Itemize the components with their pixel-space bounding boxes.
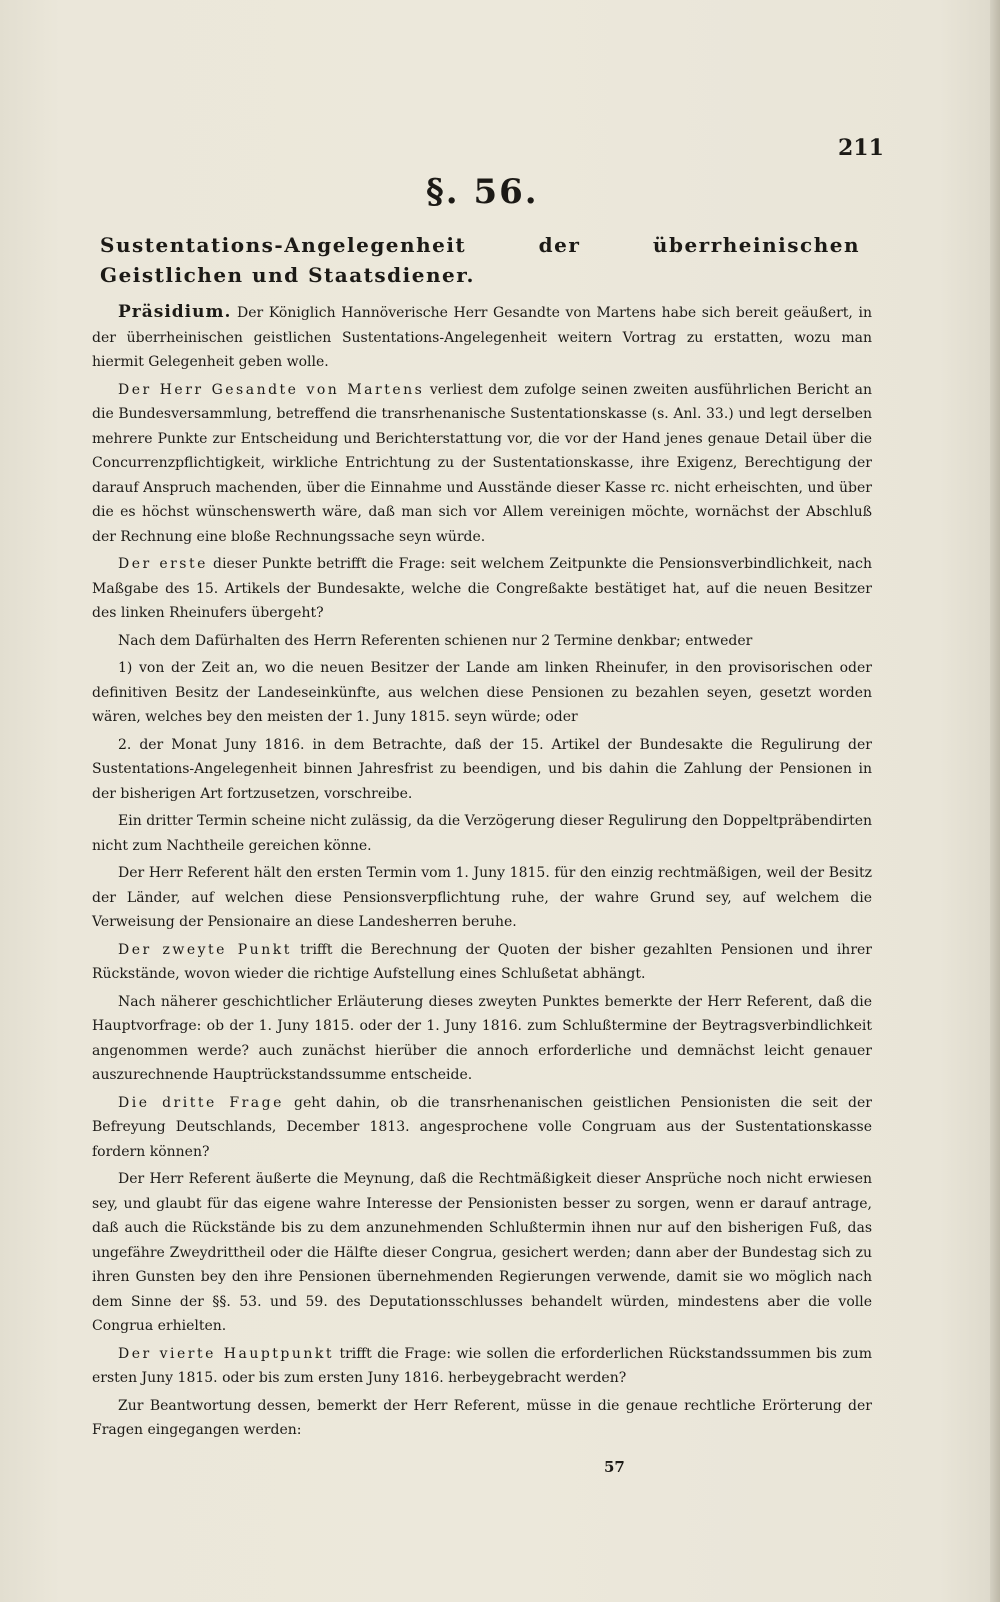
paragraph	[92, 378, 872, 550]
paragraph: Der Herr Referent äußerte die Meynung, daß die Rechtmäßigkeit dieser Ansprüche noch nicht erwiesen sey, und glaubt für das eigene wahre Interesse der Pensionisten besser zu sorgen, wenn er darauf antrage, daß auch die Rückstände bis zu dem anzunehmenden Schlußtermin ihnen nur auf den bisherigen Fuß, das ungefähre Zweydrittheil oder die Hälfte dieser Congrua, gesichert werden; dann aber der Bundestag sich zu ihren Gunsten bey den ihre Pensionen übernehmenden Regierungen verwende, damit sie wo möglich nach dem Sinne der §§. 53. und 59. des Deputationsschlusses behandelt würden, mindestens aber die volle Congrua erhielten.	[92, 1171, 872, 1334]
paragraph	[92, 552, 872, 626]
paragraph-lead: Der Herr Gesandte von Martens	[118, 381, 425, 398]
paragraph	[92, 938, 872, 987]
paragraph-text: geht dahin, ob die transrhenanischen geistlichen Pensionisten die seit der Befreyung Deutschlands, December 1813. angesprochene volle Congruam aus der Sustentationskasse fordern können?	[92, 1094, 872, 1160]
paragraph-text: trifft die Frage: wie sollen die erforderlichen Rückstandssummen bis zum ersten Juny 1815. oder bis zum ersten Juny 1816. herbeygebracht werden?	[92, 1345, 872, 1386]
page-number: 211	[838, 135, 884, 161]
paragraph-text: trifft die Berechnung der Quoten der bisher gezahlten Pensionen und ihrer Rückstände, wovon wieder die richtige Aufstellung eines Schlußetat abhängt.	[92, 941, 872, 982]
paragraph	[92, 1091, 872, 1165]
paragraph-lead: Der erste	[118, 556, 208, 572]
paragraph: 2. der Monat Juny 1816. in dem Betrachte, daß der 15. Artikel der Bundesakte die Regulirung der Sustentations-Angelegenheit binnen Jahresfrist zu beendigen, und bis dahin die Zahlung der Pensionen in der bisherigen Art fortzusetzen, vorschreibe.	[92, 736, 872, 802]
paragraph: Zur Beantwortung dessen, bemerkt der Herr Referent, müsse in die genaue rechtliche Erörterung der Fragen eingegangen werden:	[92, 1397, 872, 1438]
paragraph	[92, 300, 872, 375]
paragraph: Ein dritter Termin scheine nicht zulässig, da die Verzögerung dieser Regulirung den Doppeltpräbendirten nicht zum Nachtheile gereichen könne.	[92, 813, 872, 854]
paragraph: 1) von der Zeit an, wo die neuen Besitzer der Lande am linken Rheinufer, in den provisorischen oder definitiven Besitz der Landeseinkünfte, aus welchen diese Pensionen zu bezahlen seyen, gesetzt worden wären, welches bey den meisten der 1. Juny 1815. seyn würde; oder	[92, 660, 872, 725]
paragraph: Nach dem Dafürhalten des Herrn Referenten schienen nur 2 Termine denkbar; entweder	[118, 632, 753, 649]
paragraph-lead: Präsidium.	[118, 302, 232, 322]
paragraph	[92, 1342, 872, 1391]
section-title: Sustentations-Angelegenheit der überrheinischen Geistlichen und Staatsdiener.	[100, 233, 860, 287]
paragraph-text: dieser Punkte betrifft die Frage: seit welchem Zeitpunkte die Pensionsverbindlichkeit, nach Maßgabe des 15. Artikels der Bundesakte, welche die Congreßakte bestätiget hat, auf die neuen Besitzer des linken Rheinufers übergeht?	[92, 556, 873, 621]
body-text	[92, 300, 872, 1443]
signature-number: 57	[604, 1458, 625, 1476]
paragraph-lead: Die dritte Frage	[118, 1094, 284, 1111]
paragraph-lead: Der vierte Hauptpunkt	[118, 1345, 335, 1362]
paragraph: Der Herr Referent hält den ersten Termin vom 1. Juny 1815. für den einzig rechtmäßigen, weil der Besitz der Länder, auf welchen diese Pensionsverpflichtung ruhe, der wahre Grund sey, auf welchem die Verweisung der Pensionaire an diese Landesherren beruhe.	[92, 865, 872, 930]
section-heading: §. 56.	[426, 172, 539, 212]
paragraph-lead: Der zweyte Punkt	[118, 941, 292, 958]
page-spine-edge	[990, 0, 1000, 1602]
paragraph-text: Der Königlich Hannöverische Herr Gesandte von Martens habe sich bereit geäußert, in der überrheinischen geistlichen Sustentations-Angelegenheit weitern Vortrag zu erstatten, wozu man hiermit Gelegenheit geben wolle.	[92, 305, 872, 370]
paragraph-text: verliest dem zufolge seinen zweiten ausführlichen Bericht an die Bundesversammlung, betreffend die transrhenanische Sustentationskasse (s. Anl. 33.) und legt derselben mehrere Punkte zur Entscheidung und Berichterstattung vor, die vor der Hand jenes genaue Detail über die Concurrenzpflichtigkeit, wirkliche Entrichtung zu der Sustentationskasse, ihre Exigenz, Berechtigung der darauf Anspruch machenden, über die Einnahme und Ausstände dieser Kasse rc. nicht erheischten, und über die es höchst wünschenswerth wäre, daß man sich vor Allem vereinigen möchte, wornächst der Abschluß der Rechnung eine bloße Rechnungssache seyn würde.	[92, 381, 872, 545]
paragraph: Nach näherer geschichtlicher Erläuterung dieses zweyten Punktes bemerkte der Herr Referent, daß die Hauptvorfrage: ob der 1. Juny 1815. oder der 1. Juny 1816. zum Schlußtermine der Beytragsverbindlichkeit angenommen werde? auch zunächst hierüber die annoch erforderliche und demnächst leicht genauer auszurechnende Hauptrückstandssumme entscheide.	[92, 993, 872, 1083]
